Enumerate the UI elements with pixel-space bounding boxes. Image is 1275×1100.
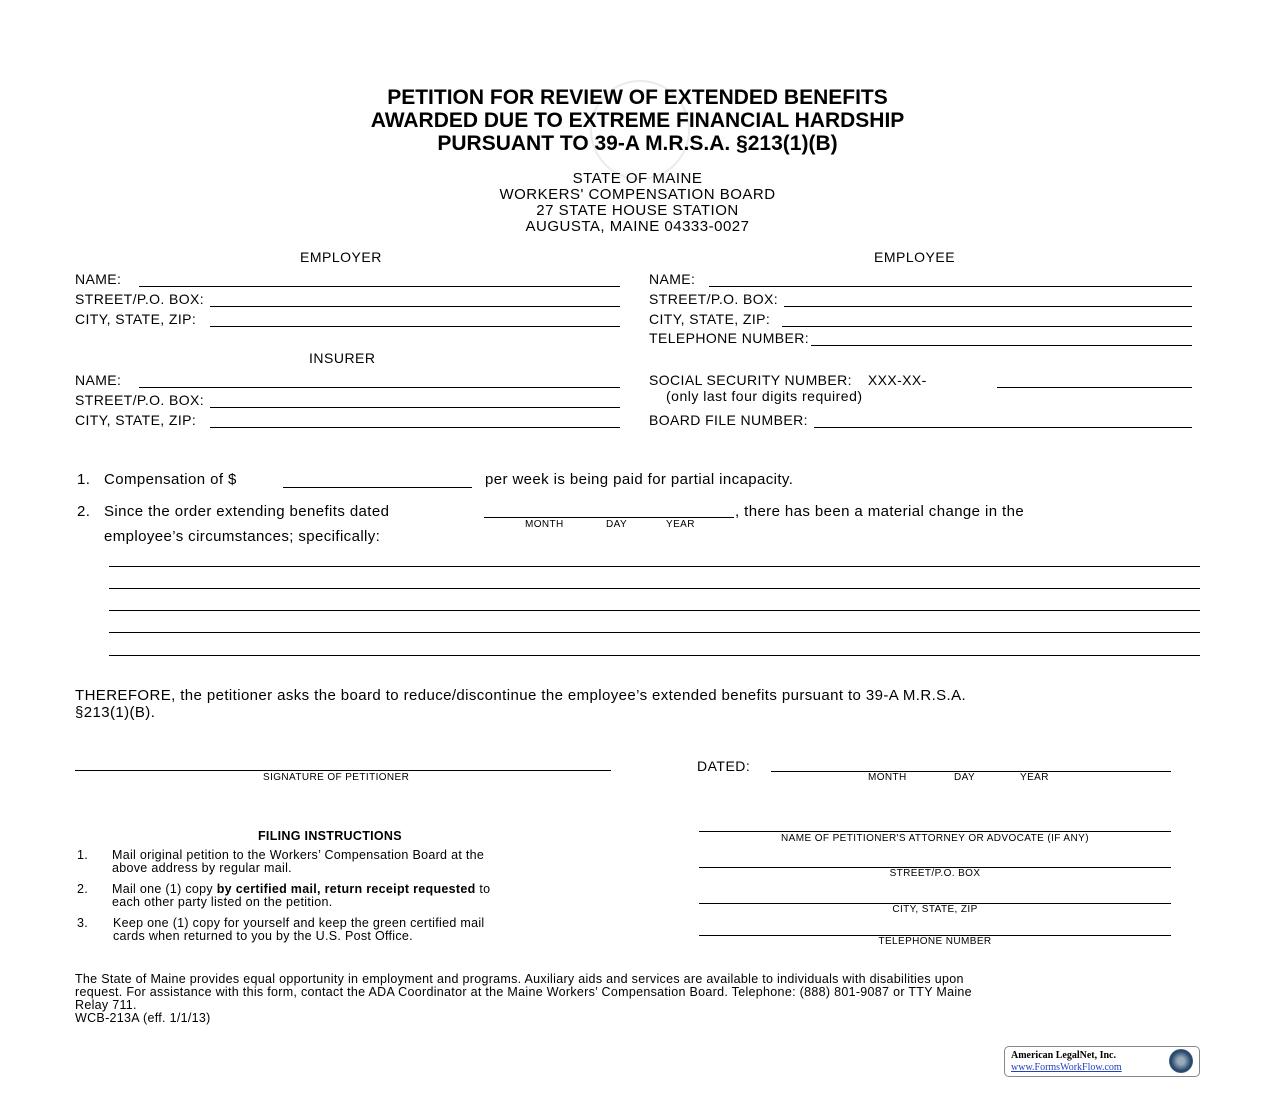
form-id: WCB-213A (eff. 1/1/13) [75, 1011, 211, 1025]
item-number: 3. [77, 916, 89, 930]
employee-name-field[interactable] [649, 271, 1192, 287]
item-text: above address by regular mail. [112, 861, 292, 875]
agency-line: WORKERS' COMPENSATION BOARD [499, 186, 776, 203]
label: SOCIAL SECURITY NUMBER: [649, 372, 852, 388]
ssn-prefix: XXX-XX- [867, 372, 927, 388]
item-text: each other party listed on the petition. [112, 895, 333, 909]
title-line-2: AWARDED DUE TO EXTREME FINANCIAL HARDSHIP [370, 109, 905, 132]
american-legalnet-badge[interactable] [1004, 1046, 1200, 1077]
insurer-heading: INSURER [309, 350, 376, 366]
employee-city-field[interactable] [649, 311, 1192, 327]
label: STREET/P.O. BOX: [75, 291, 205, 307]
month-caption: MONTH [868, 772, 907, 783]
label: TELEPHONE NUMBER: [649, 330, 810, 346]
attorney-city-caption: CITY, STATE, ZIP [892, 904, 978, 915]
item-1-text-post: per week is being paid for partial incapacity. [485, 471, 794, 488]
item-text [112, 882, 490, 896]
employer-name-field[interactable] [75, 271, 620, 287]
attorney-street-caption: STREET/P.O. BOX [889, 868, 981, 879]
agency-line: AUGUSTA, MAINE 04333-0027 [525, 218, 750, 235]
label: BOARD FILE NUMBER: [649, 412, 808, 428]
board-file-field[interactable] [649, 412, 1192, 428]
insurer-city-field[interactable] [75, 412, 620, 428]
text: to [475, 882, 491, 896]
label: CITY, STATE, ZIP: [649, 311, 771, 327]
item-number: 1. [77, 848, 89, 862]
order-date-line[interactable] [484, 517, 734, 518]
attorney-name-line[interactable] [699, 831, 1171, 832]
employer-heading: EMPLOYER [300, 249, 382, 265]
specifics-line[interactable] [109, 588, 1200, 589]
item-1-number: 1. [77, 471, 91, 488]
month-caption: MONTH [525, 519, 564, 530]
badge-url[interactable]: www.FormsWorkFlow.com [1011, 1062, 1122, 1073]
specifics-line[interactable] [109, 655, 1200, 656]
employee-street-field[interactable] [649, 291, 1192, 307]
item-number: 2. [77, 882, 89, 896]
ssn-note: (only last four digits required) [666, 388, 863, 404]
label: STREET/P.O. BOX: [649, 291, 779, 307]
label: CITY, STATE, ZIP: [75, 311, 197, 327]
globe-icon [1169, 1049, 1193, 1073]
item-2-number: 2. [77, 503, 91, 520]
therefore-line-1: THEREFORE, the petitioner asks the board to reduce/discontinue the employee’s extended benefits pursuant to 39-A M.R.S.A. [75, 687, 967, 704]
item-text: Keep one (1) copy for yourself and keep the green certified mail [113, 916, 485, 930]
attorney-name-caption: NAME OF PETITIONER'S ATTORNEY OR ADVOCATE (IF ANY) [781, 833, 1089, 844]
employee-heading: EMPLOYEE [874, 249, 956, 265]
agency-line: 27 STATE HOUSE STATION [536, 202, 739, 219]
employee-phone-field[interactable] [649, 330, 1192, 346]
bold-text: by certified mail, return receipt requested [216, 882, 476, 896]
year-caption: YEAR [666, 519, 695, 530]
title-line-3: PURSUANT TO 39-A M.R.S.A. §213(1)(B) [437, 132, 838, 155]
insurer-name-field[interactable] [75, 372, 620, 388]
item-2-text-pre: Since the order extending benefits dated [104, 503, 390, 520]
title-line-1: PETITION FOR REVIEW OF EXTENDED BENEFITS [387, 86, 888, 109]
label: CITY, STATE, ZIP: [75, 412, 197, 428]
insurer-street-field[interactable] [75, 392, 620, 408]
footer-line: The State of Maine provides equal opportunity in employment and programs. Auxiliary aids and services are available to individuals with disabilities upon [75, 972, 964, 986]
specifics-line[interactable] [109, 566, 1200, 567]
item-text: Mail original petition to the Workers’ Compensation Board at the [112, 848, 485, 862]
signature-caption: SIGNATURE OF PETITIONER [263, 772, 410, 783]
label: NAME: [649, 271, 696, 287]
filing-instructions-heading: FILING INSTRUCTIONS [258, 829, 402, 843]
label: NAME: [75, 372, 122, 388]
item-2-text-line2: employee’s circumstances; specifically: [104, 528, 381, 545]
day-caption: DAY [606, 519, 628, 530]
employee-ssn-field[interactable] [649, 372, 1192, 388]
label: NAME: [75, 271, 122, 287]
employer-city-field[interactable] [75, 311, 620, 327]
item-1-text-pre: Compensation of $ [104, 471, 237, 488]
agency-line: STATE OF MAINE [572, 170, 703, 187]
item-2-text-post: , there has been a material change in the [735, 503, 1025, 520]
attorney-phone-caption: TELEPHONE NUMBER [878, 936, 992, 947]
dated-label: DATED: [697, 758, 751, 774]
therefore-line-2: §213(1)(B). [75, 704, 156, 721]
footer-line: Relay 711. [75, 998, 137, 1012]
badge-company: American LegalNet, Inc. [1011, 1050, 1116, 1061]
day-caption: DAY [954, 772, 976, 783]
compensation-amount-line[interactable] [283, 487, 472, 488]
text: Mail one (1) copy [112, 882, 217, 896]
item-text: cards when returned to you by the U.S. Post Office. [113, 929, 413, 943]
label: STREET/P.O. BOX: [75, 392, 205, 408]
footer-line: request. For assistance with this form, contact the ADA Coordinator at the Maine Workers’ Compensation Board. Telephone: (888) 801-9087 or TTY Maine [75, 985, 972, 999]
year-caption: YEAR [1020, 772, 1049, 783]
signature-line[interactable] [75, 770, 611, 771]
specifics-line[interactable] [109, 632, 1200, 633]
employer-street-field[interactable] [75, 291, 620, 307]
specifics-line[interactable] [109, 610, 1200, 611]
